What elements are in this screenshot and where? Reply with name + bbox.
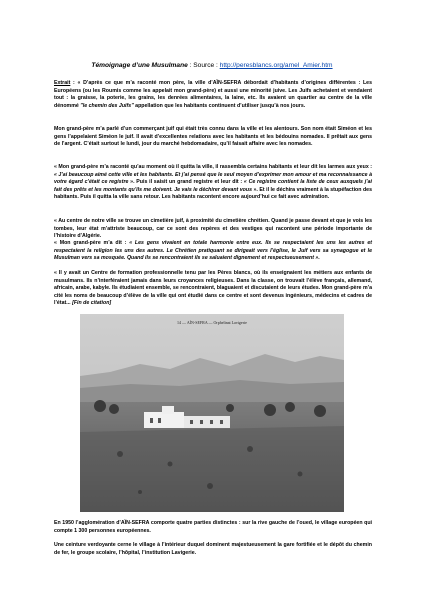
- photo-illustration: [80, 314, 344, 512]
- end-quote-marker: [Fin de citation]: [72, 300, 112, 307]
- paragraph-text: appellation que les habitants continuent d’utiliser jusqu’à nos jours.: [133, 102, 306, 109]
- historic-photo: [80, 314, 344, 512]
- quote-text: « J’ai beaucoup aimé cette ville et les habitants. Et j’ai pensé que le seul moyen d’exprimer mon amour et ma reconnaissance à votre égard c’était ce registre: [54, 171, 372, 186]
- paragraph-cemetery: « Au centre de notre ville se trouve un cimetière juif, à proximité du cimetière chrétien. Quand je passe devant et que je vois les tombes, leur état m’attriste beaucoup, car ce sont des repères et des vestiges qui racontent une période importante de l’histoire d’Algérie.: [54, 218, 372, 240]
- photo-caption: 14 — AÏN-SEFRA — Orphelinat Lavigerie: [177, 320, 247, 325]
- paragraph-text: « Mon grand-père m’a dit :: [54, 240, 130, 246]
- paragraph-village: Une ceinture verdoyante cerne le village à l’intérieur duquel dominent majestueusement la gare fortifiée et le dépôt du chemin de fer, le groupe scolaire, l’hôpital, l’institution Lavigerie.: [54, 542, 372, 556]
- paragraph-text: « Il y avait un Centre de formation professionnelle tenu par les Pères blancs, où ils enseignaient les métiers aux enfants de musulmans. Ils n’interféraient jamais dans leurs croyances religieuses. Dans la classe, on trouvait l’élève français, allemand, africain, arabe, kabyle. Ils étudiaient ensemble, se rencontraient, blaguaient et discutaient de leurs études. Mon grand-père m’a cité les noms de beaucoup d’élève de la ville qui ont étudié dans ce centre et sont devenus ingénieurs, médecins et cadres de l’état...: [54, 270, 372, 307]
- source-link[interactable]: http://peresblancs.org/amel_Amier.htm: [219, 62, 333, 69]
- paragraph-simeon: Mon grand-père m’a parlé d’un commerçant juif qui était très connu dans la ville et les alentours. Son nom était Siméon et les gens l’appelaient Siméon le juif. Il avait d’excellentes relations avec les habitants et les bédouins nomades. Il prêtait aux gens de l’argent. C’était surtout le lundi, jour du marché hebdomadaire, qu’il faisait affaire avec les nomades.: [54, 126, 372, 148]
- quote-text: « Ce registre contient la liste de ceux auxquels j’ai fait des prêts et les montants qu’ils me doivent. Je vais le déchirer devant vous: [54, 179, 372, 193]
- paragraph-text: ». Puis il saisit un grand registre et leur dit :: [130, 179, 244, 186]
- paragraph-extract: [54, 80, 372, 110]
- document-title: [0, 62, 424, 70]
- extract-label: Extrait: [54, 80, 71, 86]
- title-text: Témoignage d’une Musulmane: [91, 62, 188, 69]
- quoted-name: "le chemin des Juifs": [80, 102, 134, 109]
- paragraph-training-center: [54, 270, 372, 308]
- paragraph-text: « Mon grand-père m’a raconté qu’au moment où il quitta la ville, il rassembla certains habitants et leur dit les larmes aux yeux :: [54, 164, 372, 170]
- paragraph-text: ». Et il le déchira vraiment à la stupéfaction des habitants. Puis il quitta la ville sans retour. Les habitants racontent encore aujourd’hui ce fait avec admiration.: [54, 186, 372, 201]
- source-label: : Source :: [187, 62, 220, 69]
- quote-text: « Les gens vivaient en totale harmonie entre eux. Ils se respectaient les uns les autres et respectaient la religion les uns des autres. Le Chrétien pratiquant se dirigeait vers l’église, le Juif vers sa synagogue et le Musulman vers sa mosquée. Quand ils se rencontraient ils se saluaient dignement et respectueusement ».: [54, 240, 372, 262]
- paragraph-text: : « D’après ce que m’a raconté mon père, la ville d’AÏN-SEFRA débordait d’habitants d’origines différentes : Les Européens (ou les Roumis comme les appelait mon grand-père) et aussi une minorité juive. Les Juifs achetaient et vendaient tout : la graisse, la poterie, les grains, les denrées alimentaires, la laine, etc. Ils avaient un quartier au centre de la ville dénommé: [54, 80, 372, 109]
- paragraph-harmony: [54, 240, 372, 263]
- paragraph-departure: [54, 164, 372, 202]
- paragraph-agglomeration: En 1950 l’agglomération d’AÏN-SEFRA comporte quatre parties distinctes : sur la rive gauche de l’oued, le village européen qui compte 1 300 personnes européennes.: [54, 520, 372, 534]
